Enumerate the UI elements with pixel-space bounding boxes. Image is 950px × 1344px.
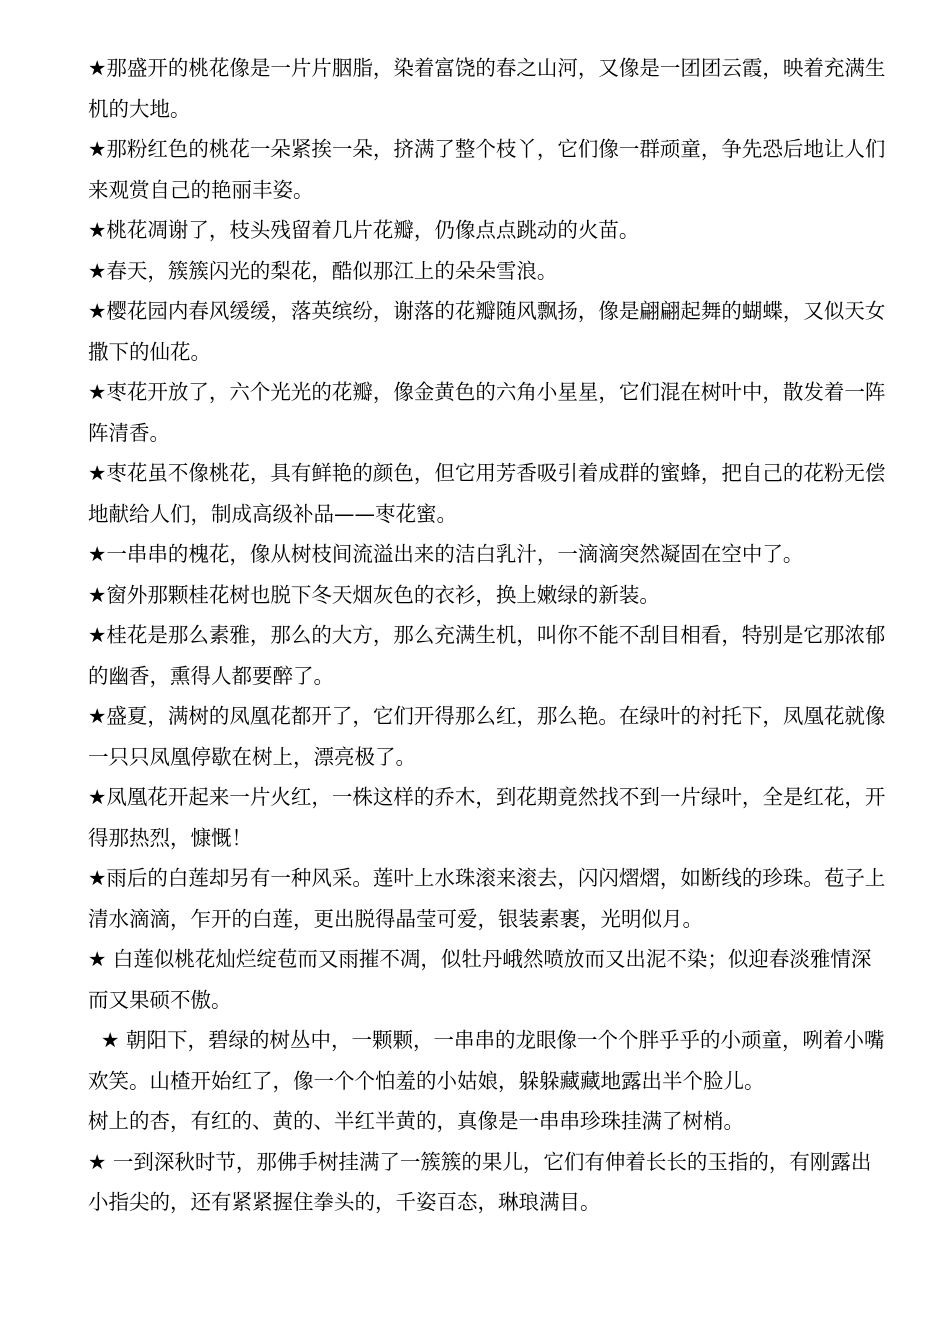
paragraph-peach-blossom-branches: ★那粉红色的桃花一朵紧挨一朵，挤满了整个枝丫，它们像一群顽童，争先恐后地让人们来观赏自己的艳丽丰姿。 <box>88 137 886 202</box>
paragraph-longan-hawthorn: ★ 朝阳下，碧绿的树丛中，一颗颗，一串串的龙眼像一个个胖乎乎的小顽童，咧着小嘴欢笑。山楂开始红了，像一个个怕羞的小姑娘，躲躲藏藏地露出半个脸儿。 <box>88 1028 885 1093</box>
paragraph-osmanthus-fragrance: ★桂花是那么素雅，那么的大方，那么充满生机，叫你不能不刮目相看，特别是它那浓郁的幽香，熏得人都要醉了。 <box>88 623 886 688</box>
paragraph-peach-blossom-wither: ★桃花凋谢了，枝头残留着几片花瓣，仍像点点跳动的火苗。 <box>88 218 640 242</box>
paragraph-white-lotus-rain: ★雨后的白莲却另有一种风采。莲叶上水珠滚来滚去，闪闪熠熠，如断线的珍珠。苞子上清水滴滴，乍开的白莲，更出脱得晶莹可爱，银装素裹，光明似月。 <box>88 866 886 931</box>
paragraph-locust-blossom: ★一串串的槐花，像从树枝间流溢出来的洁白乳汁，一滴滴突然凝固在空中了。 <box>88 542 804 566</box>
paragraph-jujube-blossom-petals: ★枣花开放了，六个光光的花瓣，像金黄色的六角小星星，它们混在树叶中，散发着一阵阵清香。 <box>88 380 886 445</box>
document-body <box>88 48 888 1223</box>
paragraph-phoenix-flower-summer: ★盛夏，满树的凤凰花都开了，它们开得那么红，那么艳。在绿叶的衬托下，凤凰花就像一只只凤凰停歇在树上，漂亮极了。 <box>88 704 886 769</box>
paragraph-phoenix-flower-red: ★凤凰花开起来一片火红，一株这样的乔木，到花期竟然找不到一片绿叶，全是红花，开得那热烈，慷慨！ <box>88 785 886 850</box>
paragraph-jujube-blossom-honey: ★枣花虽不像桃花，具有鲜艳的颜色，但它用芳香吸引着成群的蜜蜂，把自己的花粉无偿地献给人们，制成高级补品——枣花蜜。 <box>88 461 886 526</box>
paragraph-osmanthus-tree: ★窗外那颗桂花树也脱下冬天烟灰色的衣衫，换上嫩绿的新装。 <box>88 582 660 607</box>
paragraph-pear-blossom: ★春天，簇簇闪光的梨花，酷似那江上的朵朵雪浪。 <box>88 258 558 283</box>
paragraph-bergamot: ★ 一到深秋时节，那佛手树挂满了一簇簇的果儿，它们有伸着长长的玉指的，有刚露出小指尖的，还有紧紧握住拳头的，千姿百态，琳琅满目。 <box>88 1149 872 1214</box>
paragraph-white-lotus-compare: ★ 白莲似桃花灿烂绽苞而又雨摧不凋，似牡丹峨然喷放而又出泥不染；似迎春淡雅情深而又果硕不傲。 <box>88 947 872 1012</box>
paragraph-peach-blossom-rouge: ★那盛开的桃花像是一片片胭脂，染着富饶的春之山河，又像是一团团云霞，映着充满生机的大地。 <box>88 56 886 121</box>
paragraph-apricot: 树上的杏，有红的、黄的、半红半黄的，真像是一串串珍珠挂满了树梢。 <box>88 1109 744 1133</box>
paragraph-cherry-blossom: ★樱花园内春风缓缓，落英缤纷，谢落的花瓣随风飘扬，像是翩翩起舞的蝴蝶，又似天女撒下的仙花。 <box>88 299 886 364</box>
